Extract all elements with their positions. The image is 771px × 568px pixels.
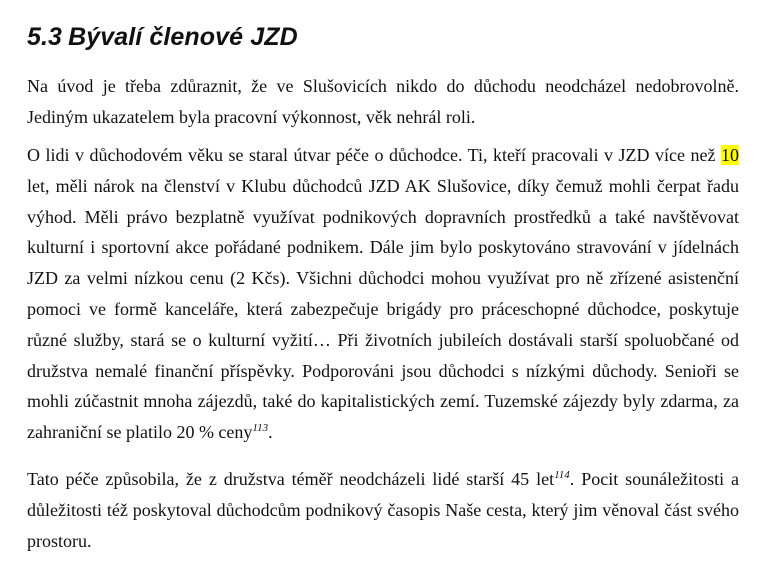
paragraph-intro: Na úvod je třeba zdůraznit, že ve Slušovicích nikdo do důchodu neodcházel nedobrovolně. Jediným ukazatelem byla pracovní výkonnost, věk nehrál roli. <box>27 76 739 127</box>
highlighted-text: 10 <box>721 145 739 165</box>
paragraph-effect-text-start: Tato péče způsobila, že z družstva téměř neodcházeli lidé starší 45 let <box>27 469 555 489</box>
paragraph-care-text-start: O lidi v důchodovém věku se staral útvar péče o důchodce. Ti, kteří pracovali v JZD více než <box>27 145 721 165</box>
paragraph-care-text-rest: let, měli nárok na členství v Klubu důchodců JZD AK Slušovice, díky čemuž mohli čerpat řadu výhod. Měli právo bezplatně využívat podnikových dopravních prostředků a také navštěvovat kulturní i sportovní akce pořádané podnikem. Dále jim bylo poskytováno stravování v jídelnách JZD za velmi nízkou cenu (2 Kčs). Všichni důchodci mohou využívat pro ně zřízené asistenční pomoci ve formě kanceláře, která zabezpečuje brigády pro práceschopné důchodce, poskytuje různé služby, stará se o kulturní vyžití… Při životních jubileích dostávali starší spoluobčané od družstva nemalé finanční příspěvky. Podporováni jsou důchodci s nízkými důchody. Senioři se mohli zúčastnit mnoha zájezdů, také do kapitalistických zemí. Tuzemské zájezdy byly zdarma, za zahraniční se platilo 20 % ceny <box>27 175 739 443</box>
paragraph-effect-text-rest: . Pocit sounáležitosti a důležitosti též poskytoval důchodcům podnikový časopis Naše cesta, který jim věnoval část svého prostoru. <box>27 469 739 551</box>
paragraph-care <box>27 140 739 448</box>
footnote-reference-114[interactable]: 114 <box>554 469 570 481</box>
section-heading <box>27 22 298 52</box>
footnote-reference-113[interactable]: 113 <box>252 422 269 435</box>
section-title: Bývalí členové JZD <box>68 23 298 51</box>
section-number: 5.3 <box>27 23 63 51</box>
paragraph-care-end: . <box>268 422 273 443</box>
paragraph-effect <box>27 464 739 556</box>
